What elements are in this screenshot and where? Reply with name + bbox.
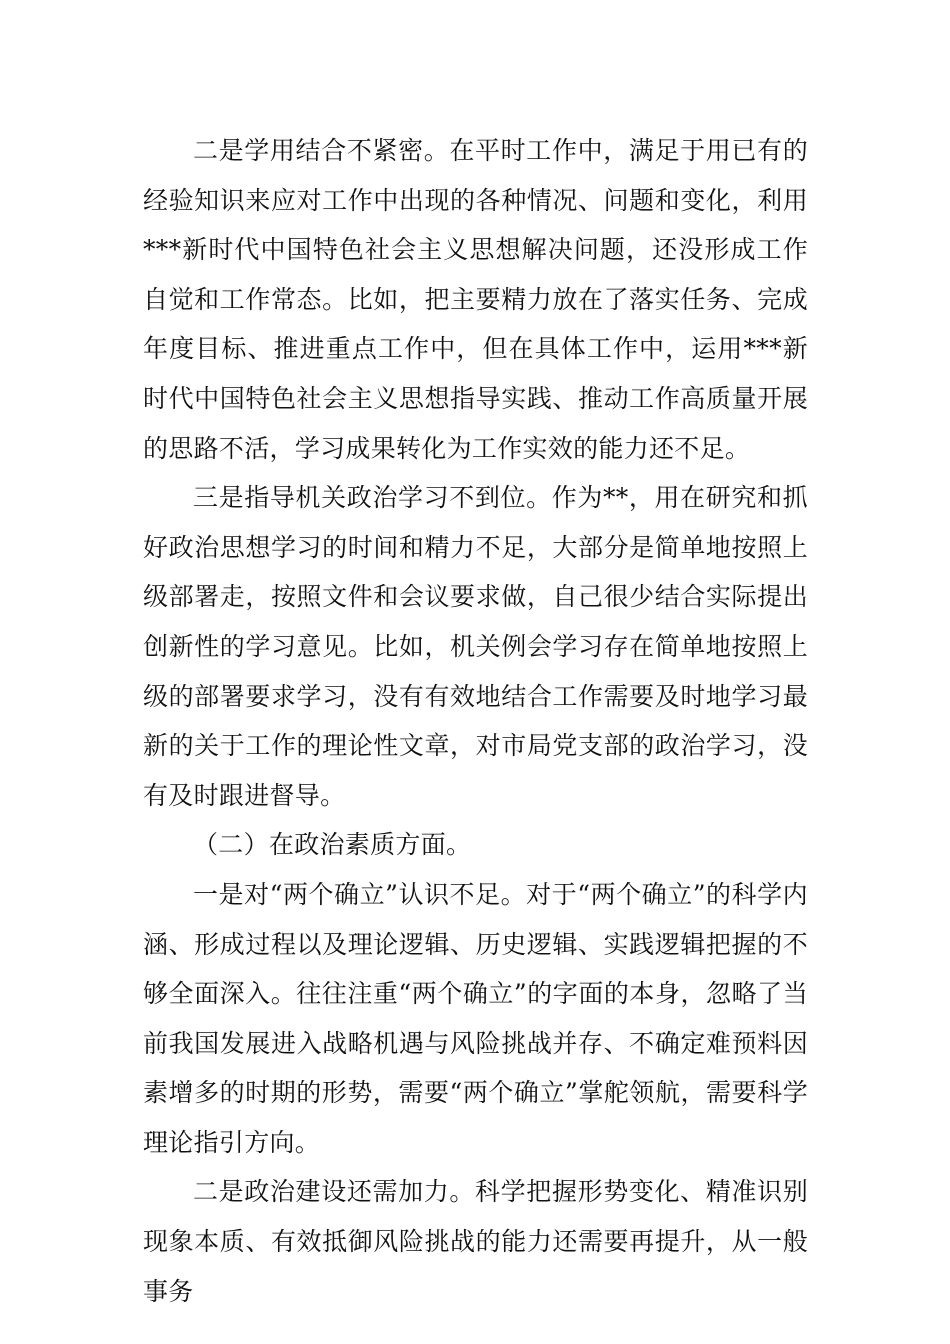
paragraph-zhengzhi-jianshe: 二是政治建设还需加力。科学把握形势变化、精准识别现象本质、有效抵御风险挑战的能力还需要再提升，从一般事务 xyxy=(143,1177,808,1306)
section-heading-political-quality: （二）在政治素质方面。 xyxy=(193,830,472,860)
paragraph-zhidao: 三是指导机关政治学习不到位。作为**，用在研究和抓好政治思想学习的时间和精力不足，大部分是简单地按照上级部署走，按照文件和会议要求做，自己很少结合实际提出创新性的学习意见。比如，机关例会学习存在简单地按照上级的部署要求学习，没有有效地结合工作需要及时地学习最新的关于工作的理论性文章，对市局党支部的政治学习，没有及时跟进督导。 xyxy=(143,483,808,810)
document-body xyxy=(143,126,808,1316)
paragraph-liangge-queli: 一是对“两个确立”认识不足。对于“两个确立”的科学内涵、形成过程以及理论逻辑、历史逻辑、实践逻辑把握的不够全面深入。往往注重“两个确立”的字面的本身，忽略了当前我国发展进入战略机遇与风险挑战并存、不确定难预料因素增多的时期的形势，需要“两个确立”掌舵领航，需要科学理论指引方向。 xyxy=(143,879,808,1157)
paragraph-xueyong: 二是学用结合不紧密。在平时工作中，满足于用已有的经验知识来应对工作中出现的各种情况、问题和变化，利用***新时代中国特色社会主义思想解决问题，还没形成工作自觉和工作常态。比如，把主要精力放在了落实任务、完成年度目标、推进重点工作中，但在具体工作中，运用***新时代中国特色社会主义思想指导实践、推动工作高质量开展的思路不活，学习成果转化为工作实效的能力还不足。 xyxy=(143,136,808,463)
